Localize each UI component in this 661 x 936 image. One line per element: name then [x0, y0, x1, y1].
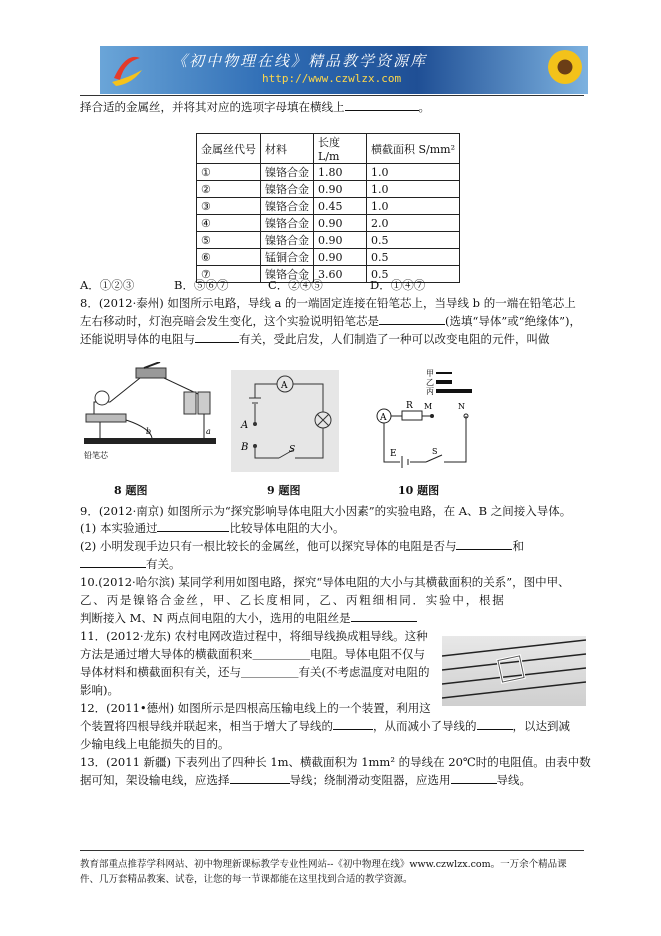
q11-line-1: 11．(2012·龙东) 农村电网改造过程中，将细导线换成粗导线。这种: [80, 629, 428, 643]
figure-9-caption: 9 题图: [267, 484, 301, 497]
table-row: ④ 镍铬合金 0.90 2.0: [197, 215, 460, 232]
q9-line-3: (2) 小明发现手边只有一根比较长的金属丝，他可以探究导体的电阻是否与 和: [80, 539, 524, 553]
q10-line-3: 判断接入 M、N 两点间电阻的大小，选用的电阻丝是: [80, 610, 417, 626]
q11-line-3: 导体材料和横截面积有关，还与＿＿＿＿＿有关(不考虑温度对电阻的: [80, 665, 430, 679]
point-n-label: N: [458, 402, 465, 411]
pencil-label: 铅笔芯: [84, 451, 108, 460]
q10-line-2: 乙、丙是镍铬合金丝，甲、乙长度相同，乙、丙粗细相同．实验中，根据: [80, 593, 506, 607]
resistor-r-label: R: [406, 401, 413, 411]
sunflower-icon: [548, 50, 582, 84]
header-url[interactable]: http://www.czwlzx.com: [262, 72, 402, 85]
header-title: 《初中物理在线》精品教学资源库: [172, 52, 428, 70]
ammeter-9-label: A: [281, 381, 288, 391]
battery-e-label: E: [390, 449, 397, 459]
q8-line-1: 8．(2012·泰州) 如图所示电路，导线 a 的一端固定连接在铅笔芯上，当导线 b 的一端在铅笔芯上: [80, 296, 576, 310]
q12-line-3: 少输电线上电能损失的目的。: [80, 737, 230, 751]
table-row: ⑥ 锰铜合金 0.90 0.5: [197, 249, 460, 266]
option-b[interactable]: B．⑤⑥⑦: [174, 278, 229, 292]
wire-jia-label: 甲: [426, 369, 434, 378]
answer-options: [80, 277, 425, 293]
q8-line-3: 还能说明导体的电阻与 有关，受此启发，人们制造了一种可以改变电阻的元件，叫做: [80, 332, 550, 346]
option-c[interactable]: C．②④⑤: [268, 278, 323, 292]
q12-line-2: 个装置将四根导线并联起来，相当于增大了导线的 ，从而减小了导线的 ，以达到减: [80, 719, 570, 733]
figure-10: [366, 364, 482, 470]
power-line-photo: [442, 636, 586, 706]
table-row: ② 镍铬合金 0.90 1.0: [197, 181, 460, 198]
table-row: ⑤ 镍铬合金 0.90 0.5: [197, 232, 460, 249]
option-a[interactable]: A．①②③: [80, 278, 135, 292]
switch-10-label: S: [432, 447, 438, 456]
ammeter-10-label: A: [380, 413, 387, 423]
footer-rule: [80, 850, 584, 851]
intro-line: 择合适的金属丝，并将其对应的选项字母填在横线上 。: [80, 100, 430, 114]
switch-9-label: S: [289, 445, 296, 455]
point-a-label: A: [241, 420, 249, 431]
col-header-length: 长度 L/m: [314, 134, 367, 164]
q11-line-2: 方法是通过增大导体的横截面积来＿＿＿＿＿电阻。导体电阻不仅与: [80, 647, 425, 661]
table-row: ③ 镍铬合金 0.45 1.0: [197, 198, 460, 215]
col-header-code: 金属丝代号: [197, 134, 261, 164]
option-d[interactable]: D．①④⑦: [370, 278, 426, 292]
wire-b-label: b: [146, 427, 152, 436]
footer-line-2: 件、几万套精品教案、试卷，让您的每一节课都能在这里找到合适的教学资源。: [80, 874, 413, 885]
wire-a-label: a: [206, 427, 211, 436]
q11-line-4: 影响)。: [80, 683, 119, 697]
footer-line-1: 教育部重点推荐学科网站、初中物理新课标教学专业性网站--《初中物理在线》www.czwlzx.com。一万余个精品课: [80, 859, 567, 870]
figure-9: [231, 370, 339, 472]
wire-bing-label: 丙: [426, 387, 434, 396]
site-logo: [104, 48, 148, 92]
q9-line-4: 有关。: [80, 556, 181, 572]
wire-yi-label: 乙: [426, 378, 434, 387]
q9-line-2: (1) 本实验通过 比较导体电阻的大小。: [80, 521, 345, 535]
figure-8: [80, 362, 222, 472]
table-row: ⑦ 镍铬合金 3.60 0.5: [197, 266, 460, 283]
point-b-label: B: [241, 442, 249, 453]
figure-8-caption: 8 题图: [114, 484, 148, 497]
q13-line-2: 据可知，架设输电线，应选择 导线；绕制滑动变阻器，应选用 导线。: [80, 773, 531, 787]
q13-line-1: 13．(2011 新疆) 下表列出了四种长 1m、横截面积为 1mm² 的导线在 20℃时的电阻值。由表中数: [80, 755, 591, 769]
table-row: ① 镍铬合金 1.80 1.0: [197, 164, 460, 181]
q10-line-1: 10.(2012·哈尔滨) 某同学利用如图电路，探究“导体电阻的大小与其横截面积的关系”，图中甲、: [80, 575, 570, 589]
metal-wire-table: [196, 133, 460, 283]
col-header-material: 材料: [261, 134, 314, 164]
point-m-label: M: [424, 402, 433, 411]
q8-line-2: 左右移动时，灯泡亮暗会发生变化，这个实验说明铅笔芯是 (选填“导体”或“绝缘体”)，: [80, 314, 581, 328]
figure-10-caption: 10 题图: [398, 484, 440, 497]
q9-line-1: 9．(2012·南京) 如图所示为“探究影响导体电阻大小因素”的实验电路，在 A、B 之间接入导体。: [80, 504, 572, 518]
header-rule: [80, 95, 584, 96]
q12-line-1: 12．(2011•德州) 如图所示是四根高压输电线上的一个装置，利用这: [80, 701, 431, 715]
col-header-area: 横截面积 S/mm²: [367, 134, 460, 164]
